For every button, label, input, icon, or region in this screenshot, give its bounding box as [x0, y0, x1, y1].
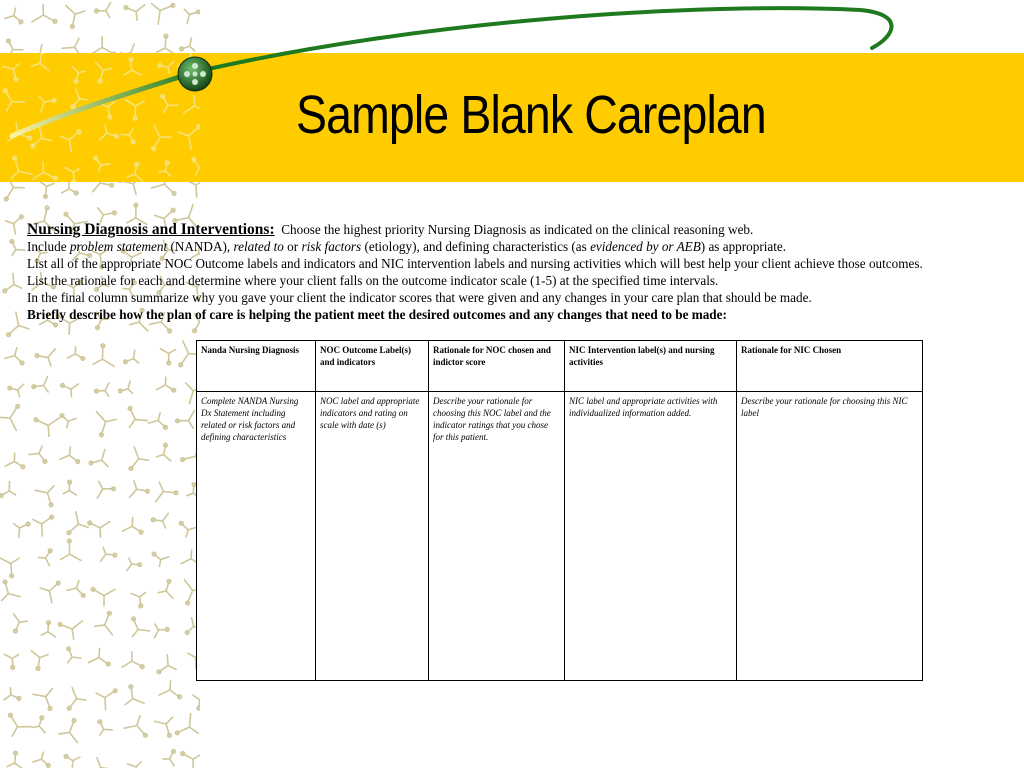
pattern-glyph	[31, 651, 48, 669]
header-nic-rationale: Rationale for NIC Chosen	[737, 341, 923, 392]
pattern-glyph	[0, 406, 18, 430]
pattern-glyph	[96, 412, 116, 435]
pattern-glyph	[2, 582, 21, 601]
pattern-glyph	[123, 518, 142, 532]
header-noc-rationale: Rationale for NOC chosen and indictor score	[429, 341, 565, 392]
pattern-glyph	[183, 753, 200, 768]
pattern-glyph	[12, 241, 25, 255]
text-run-italic: problem statement	[69, 239, 168, 254]
pattern-glyph	[156, 482, 176, 502]
pattern-glyph	[1, 482, 16, 496]
pattern-glyph	[127, 762, 141, 768]
text-run-italic: evidenced by or AEB	[590, 239, 701, 254]
pattern-glyph	[10, 715, 30, 736]
pattern-glyph	[29, 446, 45, 461]
pattern-glyph	[13, 524, 28, 538]
text-run: Include	[27, 239, 70, 254]
header-noc-outcome: NOC Outcome Label(s) and indicators	[316, 341, 429, 392]
section-heading: Nursing Diagnosis and Interventions:	[27, 221, 275, 238]
pattern-glyph	[96, 158, 110, 172]
pattern-glyph	[159, 681, 179, 697]
text-run: ) as appropriate.	[700, 239, 787, 254]
slide-title: Sample Blank Careplan	[296, 85, 766, 145]
pattern-glyph	[35, 486, 54, 505]
pattern-glyph	[5, 453, 23, 466]
pattern-glyph	[129, 408, 147, 427]
header-nic-intervention: NIC Intervention label(s) and nursing activities	[565, 341, 737, 392]
pattern-glyph	[34, 377, 48, 392]
pattern-glyph	[155, 717, 173, 735]
pattern-glyph	[157, 377, 174, 390]
instruction-line-2	[27, 238, 1007, 255]
pattern-glyph	[69, 512, 88, 533]
pattern-glyph	[177, 714, 198, 734]
table-row	[197, 392, 923, 681]
pattern-glyph	[181, 523, 197, 537]
pattern-glyph	[60, 447, 78, 462]
pattern-glyph	[158, 581, 173, 598]
pattern-glyph	[88, 648, 108, 664]
orb-icon	[178, 57, 212, 91]
pattern-glyph	[154, 554, 169, 566]
text-run: or	[283, 239, 302, 254]
pattern-glyph	[9, 312, 29, 335]
pattern-glyph	[94, 758, 109, 768]
pattern-glyph	[131, 593, 145, 606]
text-run: (etiology), and defining characteristics (as	[361, 239, 591, 254]
pattern-glyph	[33, 517, 52, 536]
pattern-glyph	[90, 522, 110, 538]
pattern-glyph	[11, 158, 32, 179]
cell-nanda-diagnosis[interactable]: Complete NANDA Nursing Dx Statement including related or risk factors and defining characteristics	[197, 392, 316, 681]
pattern-glyph	[33, 752, 48, 765]
cell-nic-rationale[interactable]: Describe your rationale for choosing this NIC label	[737, 392, 923, 681]
pattern-glyph	[32, 162, 55, 180]
instruction-line-1	[27, 221, 1007, 238]
pattern-glyph	[36, 418, 59, 436]
instruction-line-5: In the final column summarize why you gave your client the indicator scores that were given and any changes in your care plan that should be made.	[27, 290, 812, 305]
cell-noc-rationale[interactable]: Describe your rationale for choosing this NOC label and the indicator ratings that you chose for this patient.	[429, 392, 565, 681]
pattern-glyph	[10, 384, 24, 396]
pattern-glyph	[39, 551, 50, 566]
pattern-glyph	[95, 613, 113, 634]
text-run: (NANDA),	[167, 239, 234, 254]
pattern-glyph	[91, 449, 108, 466]
pattern-glyph	[5, 348, 22, 363]
pattern-glyph	[132, 619, 149, 637]
pattern-glyph	[62, 416, 76, 428]
instructions-block	[27, 221, 1007, 323]
pattern-glyph	[93, 589, 115, 605]
table-header-row	[197, 341, 923, 392]
pattern-glyph	[159, 655, 176, 672]
instruction-text: Choose the highest priority Nursing Diagnosis as indicated on the clinical reasoning web.	[281, 222, 754, 237]
pattern-glyph	[177, 411, 194, 428]
pattern-glyph	[66, 756, 80, 767]
text-run-italic: related to	[233, 239, 284, 254]
pattern-glyph	[124, 716, 145, 735]
cell-noc-outcome[interactable]: NOC label and appropriate indicators and rating on scale with date (s)	[316, 392, 429, 681]
pattern-glyph	[5, 273, 22, 290]
pattern-glyph	[40, 583, 58, 603]
pattern-glyph	[156, 445, 170, 461]
pattern-glyph	[125, 687, 144, 705]
pattern-glyph	[130, 481, 148, 498]
pattern-glyph	[62, 182, 77, 193]
pattern-glyph	[67, 581, 84, 596]
cell-nic-intervention[interactable]: NIC label and appropriate activities with individualized information added.	[565, 392, 737, 681]
pattern-glyph	[33, 689, 52, 709]
pattern-glyph	[159, 163, 171, 177]
careplan-table	[196, 340, 923, 681]
pattern-glyph	[131, 447, 149, 468]
pattern-glyph	[127, 164, 142, 181]
pattern-glyph	[0, 558, 19, 576]
text-run-italic: risk factors	[301, 239, 362, 254]
pattern-glyph	[96, 691, 115, 710]
pattern-glyph	[61, 541, 82, 561]
instruction-line-3: List all of the appropriate NOC Outcome labels and indicators and NIC intervention labels and nursing activities which will best help your client achieve those outcomes.	[27, 256, 923, 271]
pattern-glyph	[37, 349, 55, 366]
pattern-glyph	[68, 347, 83, 359]
header-nanda-diagnosis: Nanda Nursing Diagnosis	[197, 341, 316, 392]
pattern-glyph	[149, 413, 166, 428]
pattern-glyph	[6, 217, 22, 234]
instruction-line-4: List the rationale for each and determine where your client falls on the outcome indicator scale (1-5) at the specified time intervals.	[27, 273, 719, 288]
pattern-glyph	[93, 346, 114, 367]
pattern-glyph	[69, 688, 86, 709]
instruction-line-6: Briefly describe how the plan of care is helping the patient meet the desired outcomes and any changes that need to be made:	[27, 307, 727, 322]
pattern-glyph	[100, 722, 112, 735]
pattern-glyph	[60, 621, 82, 639]
pattern-glyph	[59, 720, 77, 742]
pattern-glyph	[122, 652, 142, 667]
